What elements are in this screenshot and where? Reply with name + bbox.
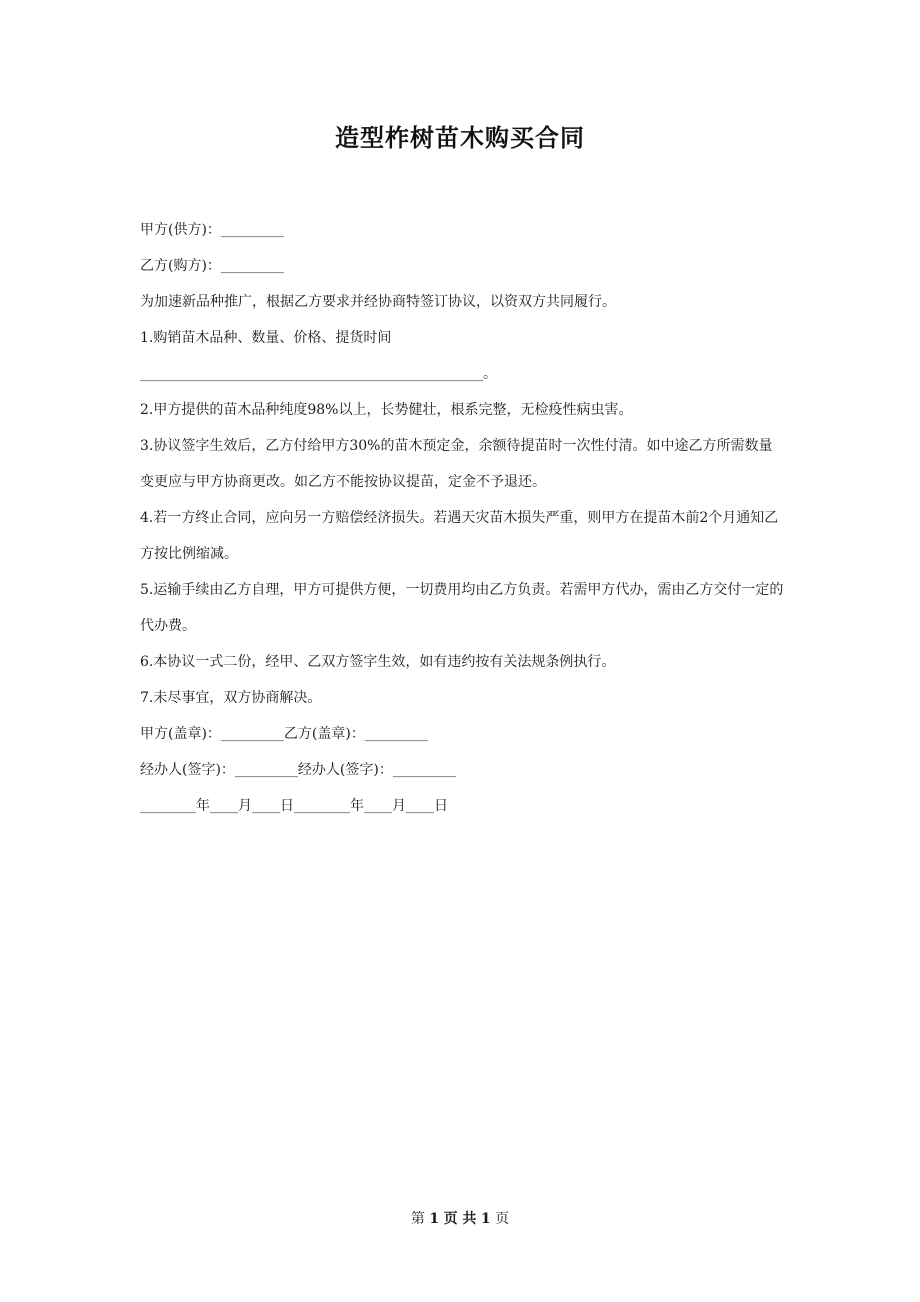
party-a-line: 甲方(供方)：_________ (140, 222, 284, 238)
footer-current-page: 1 (429, 1211, 440, 1227)
clause-1: 1.购销苗木品种、数量、价格、提货时间 (140, 330, 392, 346)
document-body (140, 212, 785, 824)
footer-total-pages: 1 (480, 1211, 491, 1227)
clause-5: 5.运输手续由乙方自理，甲方可提供方便，一切费用均由乙方负责。若需甲方代办，需由乙方交付一定的代办费。 (140, 582, 784, 634)
clause-3: 3.协议签字生效后，乙方付给甲方30%的苗木预定金，余额待提苗时一次性付清。如中途乙方所需数量变更应与甲方协商更改。如乙方不能按协议提苗，定金不予退还。 (140, 438, 773, 490)
date-line: ________年____月____日________年____月____日 (140, 798, 448, 814)
footer-prefix: 第 (410, 1211, 425, 1227)
footer-suffix: 页 (495, 1211, 510, 1227)
intro-paragraph: 为加速新品种推广，根据乙方要求并经协商特签订协议，以资双方共同履行。 (140, 294, 616, 310)
clause-7: 7.未尽事宜，双方协商解决。 (140, 690, 322, 706)
signer-line: 经办人(签字)：_________经办人(签字)：_________ (140, 762, 456, 778)
seal-line: 甲方(盖章)：_________乙方(盖章)：_________ (140, 726, 428, 742)
party-b-line: 乙方(购方)：_________ (140, 258, 284, 274)
page-footer (0, 1208, 920, 1228)
clause-2: 2.甲方提供的苗木品种纯度98%以上，长势健壮，根系完整，无检疫性病虫害。 (140, 402, 633, 418)
clause-1-blank: _________________________________________________。 (140, 366, 497, 382)
document-title: 造型柞树苗木购买合同 (335, 123, 585, 152)
footer-page-word: 页 共 (443, 1211, 477, 1227)
clause-6: 6.本协议一式二份，经甲、乙双方签字生效，如有违约按有关法规条例执行。 (140, 654, 616, 670)
clause-4: 4.若一方终止合同，应向另一方赔偿经济损失。若遇天灾苗木损失严重，则甲方在提苗木前2个月通知乙方按比例缩减。 (140, 510, 779, 562)
